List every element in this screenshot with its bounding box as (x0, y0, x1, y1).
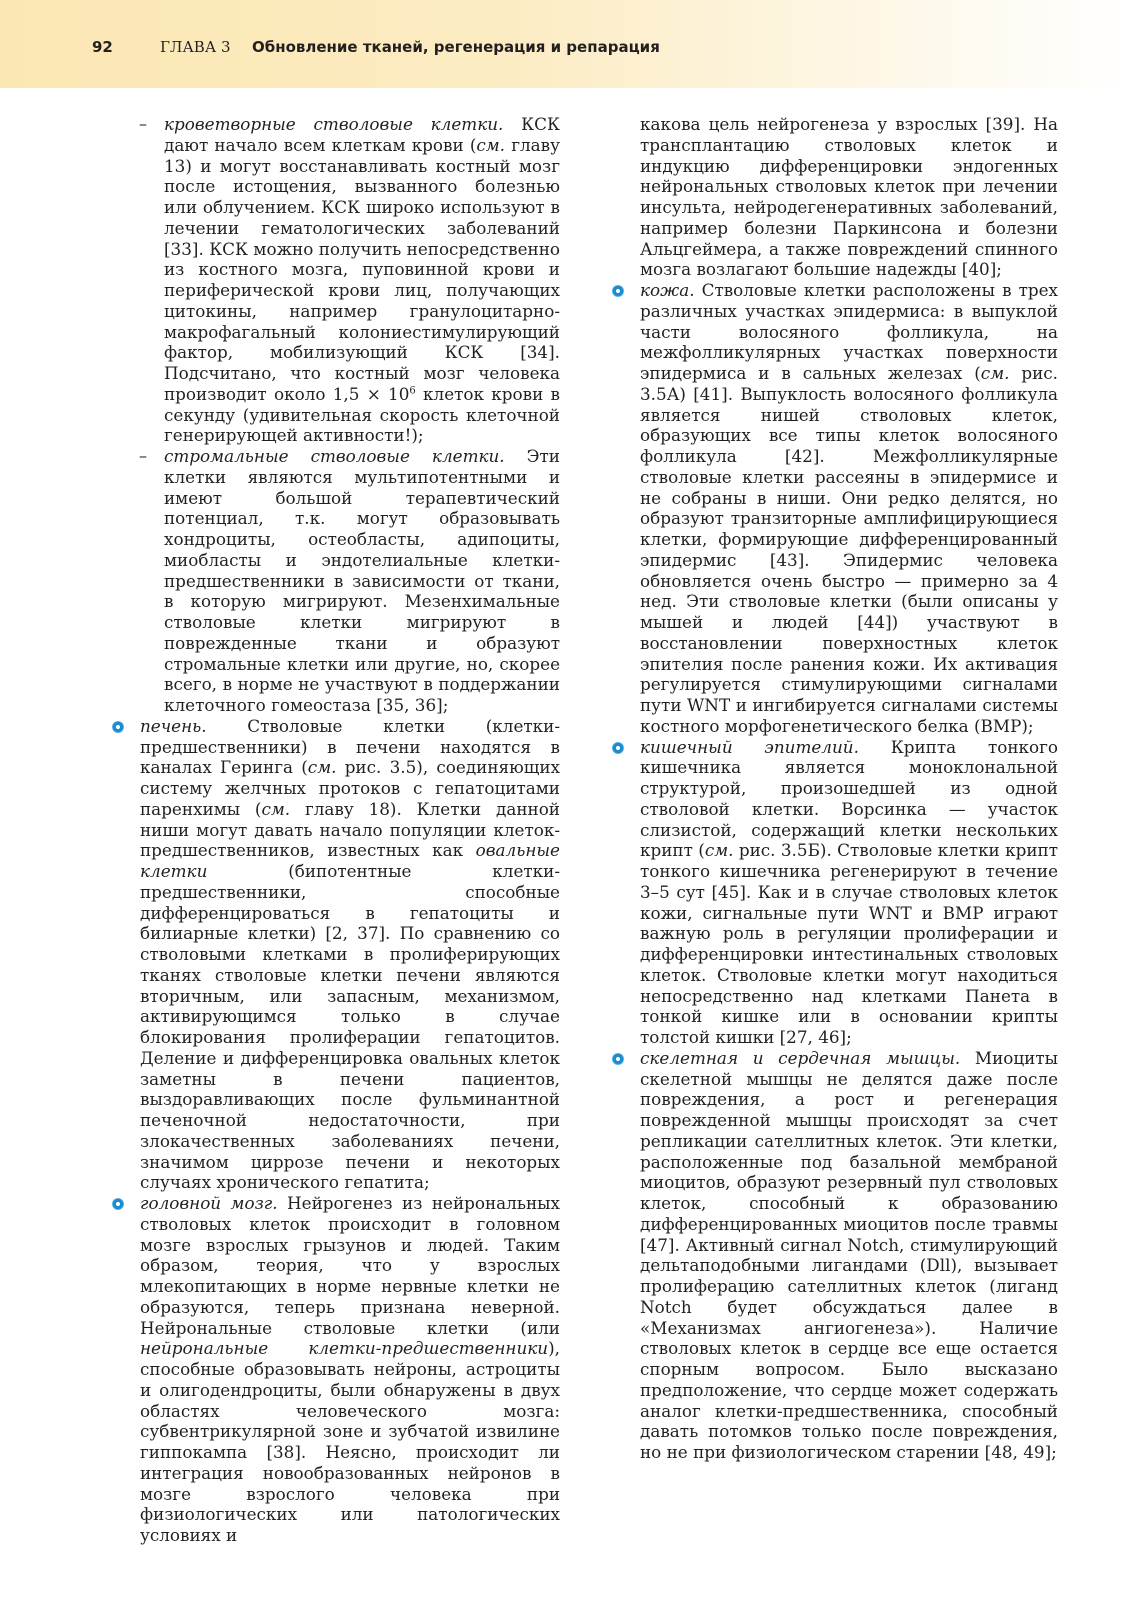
bullet-icon (112, 1198, 124, 1210)
text-run: см. (261, 798, 291, 819)
term: скелетная и сердечная мышцы. (640, 1047, 961, 1068)
page-number: 92 (92, 38, 113, 56)
text-run: овальные клетки (140, 840, 560, 881)
term: кожа. (640, 280, 695, 300)
term: печень. (140, 715, 207, 736)
text-run: главу 13) и могут восстанавливать костный мозг после истощения, вызванного болезнью или облучением. КСК широко используют в лечении гематологических заболеваний [33]. КСК можно получить непосредственно из костного мозга, пуповинной крови и периферической крови лиц, получающих цитокины, например гранулоцитарно-макрофагальный колониестимулирующий фактор, мобилизующий КСК [34]. Подсчитано, что костный мозг человека производит около 1,5 × 10 (164, 134, 560, 404)
paragraph-text (640, 737, 1058, 1048)
paragraph-text (140, 1193, 560, 1546)
list-item-skin (640, 280, 1058, 737)
bullet-icon (612, 285, 624, 297)
term: стромальные стволовые клетки. (164, 446, 505, 466)
paragraph-text (640, 280, 1058, 737)
text-run: см. (980, 363, 1010, 383)
paragraph-text (640, 114, 1058, 280)
text-run: Стволовые клетки (клетки-предшественники) в печени находятся в каналах Геринга ( (140, 715, 560, 778)
paragraph-text (140, 446, 560, 716)
bullet-icon (112, 721, 124, 733)
text-run: КСК дают начало всем клеткам крови ( (164, 114, 560, 155)
paragraph-text (140, 114, 560, 446)
dash-marker: – (139, 446, 147, 465)
bullet-icon (612, 742, 624, 754)
chapter-title: Обновление тканей, регенерация и репарация (252, 38, 660, 56)
text-run: главу 18). Клетки данной ниши могут давать начало популяции клеток-предшественников, известных как (140, 798, 560, 861)
list-item-muscle (640, 1048, 1058, 1463)
text-run: клеток крови в секунду (удивительная скорость клеточной генерирующей активности!); (164, 383, 560, 446)
left-column (140, 114, 560, 1546)
list-item-intestinal (640, 737, 1058, 1048)
text-run: (бипотентные клетки-предшественники, способные дифференцироваться в гепатоциты и билиарные клетки) [2, 37]. По сравнению со стволовыми клетками в пролиферирующих тканях стволовые клетки печени являются вторичным, или запасным, механизмом, активирующимся только в случае блокирования пролиферации гепатоцитов. Деление и дифференцировка овальных клеток заметны в печени пациентов, выздоравливающих после фульминантной печеночной недостаточности, при злокачественных заболеваниях печени, значимом циррозе печени и некоторых случаях хронического гепатита; (140, 861, 560, 1193)
text-run: Миоциты скелетной мышцы не делятся даже после повреждения, а рост и регенерация поврежденной мышцы происходят за счет репликации сателлитных клеток. Эти клетки, расположенные под базальной мембраной миоцитов, образуют резервный пул стволовых клеток, способный к образованию дифференцированных миоцитов после травмы [47]. Активный сигнал Notch, стимулирующий дельтаподобными лигандами (Dll), вызывает пролиферацию сателлитных клеток (лиганд Notch будет обсуждаться далее в «Механизмах ангиогенеза»). Наличие стволовых клеток в сердце все еще остается спорным вопросом. Было высказано предположение, что сердце может содержать аналог клетки-предшественника, способный давать потомков только после повреждения, но не при физиологическом старении [48, 49]; (640, 1047, 1059, 1462)
text-run: какова цель нейрогенеза у взрослых [39]. На трансплантацию стволовых клеток и индукцию дифференцировки эндогенных нейрональных стволовых клеток при лечении инсульта, нейродегенеративных заболеваний, например болезни Паркинсона и болезни Альцгеймера, а также повреждений спинного мозга возлагают большие надежды [40]; (640, 114, 1058, 280)
text-run: см. (307, 757, 337, 778)
term: кроветворные стволовые клетки. (164, 114, 504, 134)
text-run: см. (704, 840, 734, 861)
paragraph-text (640, 1048, 1058, 1463)
text-run: рис. 3.5А) [41]. Выпуклость волосяного фолликула является нишей стволовых клеток, образующих все типы клеток волосяного фолликула [42]. Межфолликулярные стволовые клетки рассеяны в эпидермисе и не собраны в ниши. Они редко делятся, но образуют транзиторные амплифицирующиеся клетки, формирующие дифференцированный эпидермис [43]. Эпидермис человека обновляется очень быстро — примерно за 4 нед. Эти стволовые клетки (были описаны у мышей и людей [44]) участвуют в восстановлении поверхностных клеток эпителия после ранения кожи. Их активация регулируется стимулирующими сигналами пути WNT и ингибируется сигналами системы костного морфогенетического белка (BMP); (640, 363, 1058, 736)
text-run: Крипта тонкого кишечника является моноклональной структурой, произошедшей из одной стволовой клетки. Ворсинка — участок слизистой, содержащий клетки нескольких крипт ( (640, 736, 1059, 861)
chapter-label: ГЛАВА 3 (160, 38, 231, 56)
text-run: см. (476, 134, 506, 155)
text-run: ), способные образовывать нейроны, астроциты и олигодендроциты, были обнаружены в двух областях человеческого мозга: субвентрикулярной зоне и зубчатой извилине гиппокампа [38]. Неясно, происходит ли интеграция новообразованных нейронов в мозге взрослого человека при физиологических или патологических условиях и (140, 1338, 560, 1545)
text-run: рис. 3.5), соединяющих систему желчных протоков с гепатоцитами паренхимы ( (140, 757, 560, 819)
text-run: Эти клетки являются мультипотентными и имеют большой терапевтический потенциал, т.к. могут образовывать хондроциты, остеобласты, адипоциты, миобласты и эндотелиальные клетки-предшественники в зависимости от ткани, в которую мигрируют. Мезенхимальные стволовые клетки мигрируют в поврежденные ткани и образуют стромальные клетки или другие, но, скорее всего, в норме не участвуют в поддержании клеточного гомеостаза [35, 36]; (164, 446, 560, 715)
bullet-icon (612, 1053, 624, 1065)
list-item-liver (140, 716, 560, 1193)
running-header (0, 0, 1131, 88)
text-run: нейрональные клетки-предшественники (140, 1338, 549, 1359)
list-item-brain (140, 1193, 560, 1546)
text-run: Нейрогенез из нейрональных стволовых клеток происходит в головном мозге взрослых грызунов и людей. Таким образом, теория, что у взрослых млекопитающих в норме нервные клетки не образуются, теперь признана неверной. Нейрональные стволовые клетки (или (140, 1193, 560, 1338)
superscript: 6 (409, 385, 416, 397)
right-column (640, 114, 1058, 1463)
dash-marker: – (139, 114, 147, 133)
text-run: Стволовые клетки расположены в трех различных участках эпидермиса: в выпуклой части волосяного фолликула, на межфолликулярных участках поверхности эпидермиса и в сальных железах ( (640, 280, 1058, 383)
paragraph-text (140, 716, 560, 1193)
paragraph-continuation (640, 114, 1058, 280)
term: головной мозг. (140, 1193, 278, 1213)
list-item-hematopoietic (140, 114, 560, 446)
term: кишечный эпителий. (640, 736, 859, 757)
text-run: рис. 3.5Б). Стволовые клетки крипт тонкого кишечника регенерируют в течение 3–5 сут [45]. Как и в случае стволовых клеток кожи, сигнальные пути WNT и BMP играют важную роль в регуляции пролиферации и дифференцировки интестинальных стволовых клеток. Стволовые клетки могут находиться непосредственно над клетками Панета в тонкой кишке или в основании крипты толстой кишки [27, 46]; (640, 840, 1059, 1047)
list-item-stromal (140, 446, 560, 716)
